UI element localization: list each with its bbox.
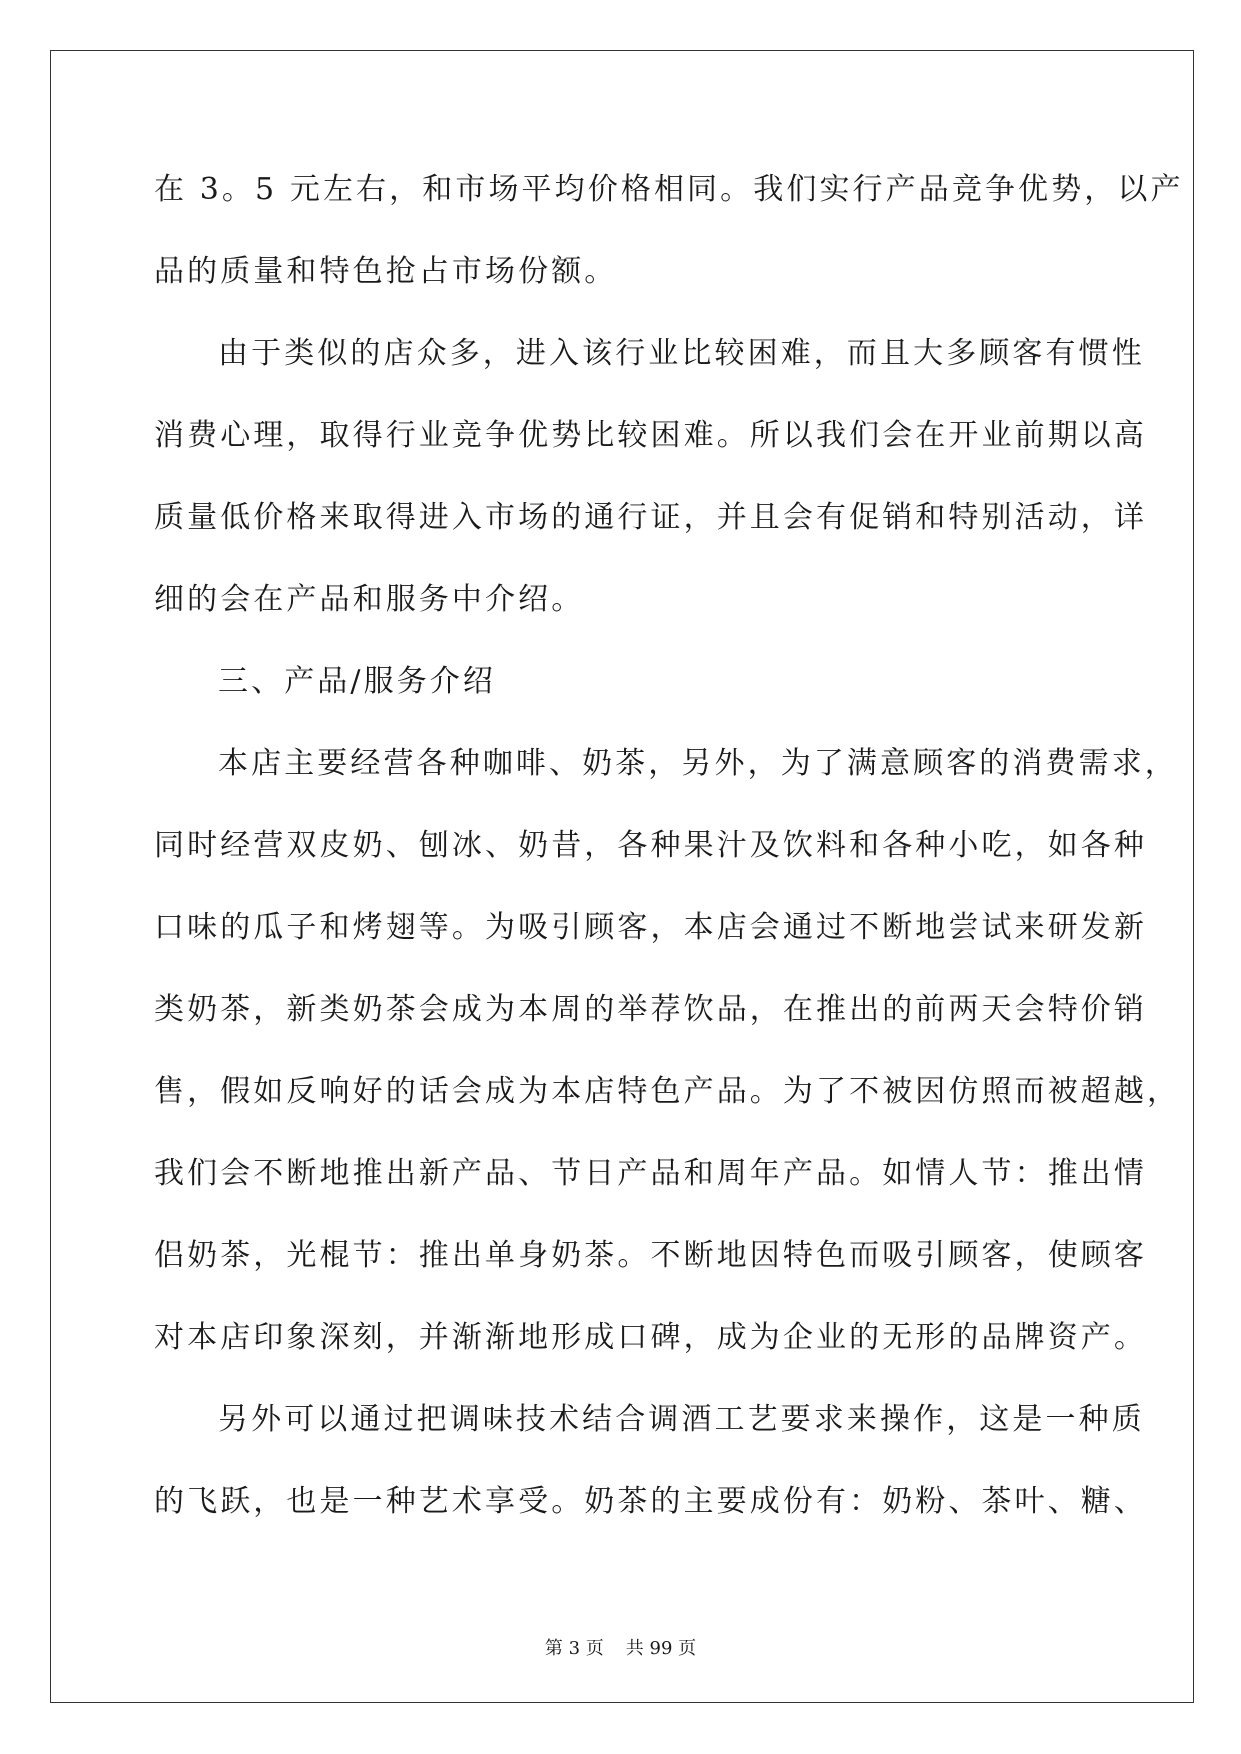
section-heading: 三、产品/服务介绍 xyxy=(218,664,497,699)
paragraph-line: 另外可以通过把调味技术结合调酒工艺要求来操作，这是一种质 xyxy=(218,1402,1145,1437)
paragraph-line: 侣奶茶，光棍节：推出单身奶茶。不断地因特色而吸引顾客，使顾客 xyxy=(154,1238,1147,1273)
paragraph-line: 在 3。5 元左右，和市场平均价格相同。我们实行产品竞争优势，以产 xyxy=(154,172,1184,207)
paragraph-line: 同时经营双皮奶、刨冰、奶昔，各种果汁及饮料和各种小吃，如各种 xyxy=(154,828,1147,863)
page-number: 第 3 页 xyxy=(544,1638,604,1659)
paragraph-line: 消费心理，取得行业竞争优势比较困难。所以我们会在开业前期以高 xyxy=(154,418,1147,453)
paragraph-line: 品的质量和特色抢占市场份额。 xyxy=(154,254,618,289)
paragraph-line: 的飞跃，也是一种艺术享受。奶茶的主要成份有：奶粉、茶叶、糖、 xyxy=(154,1484,1147,1519)
paragraph-line: 售，假如反响好的话会成为本店特色产品。为了不被因仿照而被超越， xyxy=(154,1074,1181,1109)
paragraph-line: 细的会在产品和服务中介绍。 xyxy=(154,582,585,617)
paragraph-line: 本店主要经营各种咖啡、奶茶，另外，为了满意顾客的消费需求， xyxy=(218,746,1178,781)
paragraph-line: 我们会不断地推出新产品、节日产品和周年产品。如情人节：推出情 xyxy=(154,1156,1147,1191)
page-total: 共 99 页 xyxy=(625,1638,697,1659)
paragraph-line: 质量低价格来取得进入市场的通行证，并且会有促销和特别活动，详 xyxy=(154,500,1147,535)
document-body xyxy=(154,168,1184,1562)
paragraph-line: 口味的瓜子和烤翅等。为吸引顾客，本店会通过不断地尝试来研发新 xyxy=(154,910,1147,945)
paragraph-line: 类奶茶，新类奶茶会成为本周的举荐饮品，在推出的前两天会特价销 xyxy=(154,992,1147,1027)
paragraph-line: 由于类似的店众多，进入该行业比较困难，而且大多顾客有惯性 xyxy=(218,336,1145,371)
page-footer xyxy=(0,1634,1241,1660)
paragraph-line: 对本店印象深刻，并渐渐地形成口碑，成为企业的无形的品牌资产。 xyxy=(154,1320,1147,1355)
